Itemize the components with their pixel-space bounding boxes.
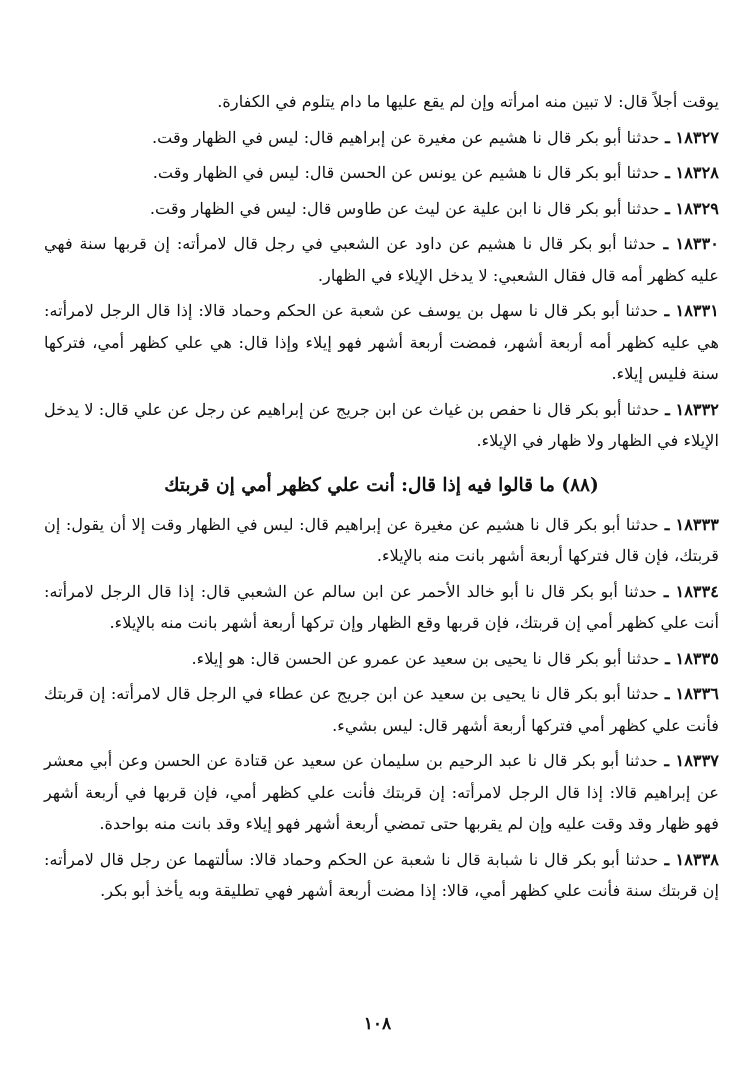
hadith-number: ١٨٣٣٠ — [675, 234, 719, 253]
hadith-number: ١٨٣٣٧ — [675, 751, 719, 770]
hadith-paragraph: ١٨٣٣٦ ـ حدثنا أبو بكر قال نا يحيى بن سعيد عن ابن جريج عن عطاء في الرجل قال لامرأته: إن قربتك فأنت علي كظهر أمي فتركها أربعة أشهر قال: ليس بشيء. — [44, 684, 719, 735]
hadith-paragraph: ١٨٣٣٥ ـ حدثنا أبو بكر قال نا يحيى بن سعيد عن عمرو عن الحسن قال: هو إيلاء. — [191, 648, 719, 668]
hadith-paragraph: ١٨٣٢٧ ـ حدثنا أبو بكر قال نا هشيم عن مغيرة عن إبراهيم قال: ليس في الظهار وقت. — [151, 127, 719, 147]
hadith-number: ١٨٣٣١ — [675, 301, 719, 320]
hadith-number: ١٨٣٣٣ — [675, 514, 719, 534]
hadith-paragraph: ١٨٣٣٧ ـ حدثنا أبو بكر قال نا عبد الرحيم بن سليمان عن سعيد عن قتادة عن الحسن وعن أبي معشر عن إبراهيم قالا: إذا قال الرجل لامرأته: إن قربتك فأنت علي كظهر أمي، فإن قربها في أربعة أشهر فهو ظهار وقد وقت عليه وإن لم يقربها حتى تمضي أربعة أشهر فهو إيلاء وقد بانت منه بواحدة. — [44, 751, 719, 833]
hadith-text: حدثنا أبو بكر قال نا هشيم عن مغيرة عن إبراهيم قال: ليس في الظهار وقت إلا أن يقول: إن قربتك، فإن قال فتركها أربعة أشهر بانت منه بالإيلاء. — [44, 514, 719, 565]
hadith-text: حدثنا أبو بكر قال نا هشيم عن داود عن الشعبي في رجل قال لامرأته: إن قربها سنة فهي عليه كظهر أمه قال فقال الشعبي: لا يدخل الإيلاء في الظهار. — [44, 234, 719, 285]
hadith-text: حدثنا أبو بكر قال نا حفص بن غياث عن ابن جريج عن إبراهيم عن رجل عن علي قال: لا يدخل الإيلاء في الظهار ولا ظهار في الإيلاء. — [44, 399, 719, 450]
hadith-list-1 — [44, 122, 719, 457]
hadith-number: ١٨٣٣٦ — [675, 684, 719, 703]
hadith-text: حدثنا أبو بكر قال نا سهل بن يوسف عن شعبة عن الحكم وحماد قالا: إذا قال الرجل لامرأته: هي عليه كظهر أمه أربعة أشهر، فمضت أربعة أشهر فهو إيلاء وإذا قال: هي علي كظهر أمي، فتركها سنة فليس إيلاء. — [44, 301, 719, 383]
intro-paragraph: يوقت أجلاً قال: لا تبين منه امرأته وإن لم يقع عليها ما دام يتلوم في الكفارة. — [217, 92, 719, 111]
hadith-number: ١٨٣٢٩ — [675, 198, 719, 218]
hadith-text: حدثنا أبو بكر قال نا يحيى بن سعيد عن ابن جريج عن عطاء في الرجل قال لامرأته: إن قربتك فأنت علي كظهر أمي فتركها أربعة أشهر قال: ليس بشيء. — [44, 684, 719, 735]
hadith-number: ١٨٣٣٤ — [675, 581, 719, 601]
hadith-paragraph: ١٨٣٣٢ ـ حدثنا أبو بكر قال نا حفص بن غياث عن ابن جريج عن إبراهيم عن رجل عن علي قال: لا يدخل الإيلاء في الظهار ولا ظهار في الإيلاء. — [44, 399, 719, 450]
hadith-text: حدثنا أبو بكر قال نا ابن علية عن ليث عن طاوس قال: ليس في الظهار وقت. — [149, 198, 660, 218]
hadith-list-2 — [44, 509, 719, 907]
hadith-text: حدثنا أبو بكر قال نا هشيم عن يونس عن الحسن قال: ليس في الظهار وقت. — [152, 163, 660, 182]
hadith-paragraph: ١٨٣٣٣ ـ حدثنا أبو بكر قال نا هشيم عن مغيرة عن إبراهيم قال: ليس في الظهار وقت إلا أن يقول: إن قربتك، فإن قال فتركها أربعة أشهر بانت منه بالإيلاء. — [44, 514, 719, 565]
hadith-number: ١٨٣٣٥ — [675, 648, 719, 668]
hadith-text: حدثنا أبو بكر قال نا عبد الرحيم بن سليمان عن سعيد عن قتادة عن الحسن وعن أبي معشر عن إبراهيم قالا: إذا قال الرجل لامرأته: إن قربتك فأنت علي كظهر أمي، فإن قربها في أربعة أشهر فهو ظهار وقد وقت عليه وإن لم يقربها حتى تمضي أربعة أشهر فهو إيلاء وقد بانت منه بواحدة. — [44, 751, 719, 833]
hadith-paragraph: ١٨٣٣٨ ـ حدثنا أبو بكر قال نا شبابة قال نا شعبة عن الحكم وحماد قالا: سألتهما عن رجل قال لامرأته: إن قربتك سنة فأنت علي كظهر أمي، قالا: إذا مضت أربعة أشهر فهي تطليقة وبه يأخذ أبو بكر. — [44, 849, 719, 900]
hadith-paragraph: ١٨٣٣٤ ـ حدثنا أبو بكر قال نا أبو خالد الأحمر عن ابن سالم عن الشعبي قال: إذا قال الرجل لامرأته: أنت علي كظهر أمي إن قربتك، فإن قربها وقع الظهار وإن تركها أربعة أشهر بانت منه بالإيلاء. — [44, 581, 719, 632]
hadith-text: حدثنا أبو بكر قال نا أبو خالد الأحمر عن ابن سالم عن الشعبي قال: إذا قال الرجل لامرأته: أنت علي كظهر أمي إن قربتك، فإن قربها وقع الظهار وإن تركها أربعة أشهر بانت منه بالإيلاء. — [44, 581, 719, 632]
hadith-number: ١٨٣٣٨ — [675, 849, 719, 869]
hadith-text: حدثنا أبو بكر قال نا هشيم عن مغيرة عن إبراهيم قال: ليس في الظهار وقت. — [151, 127, 660, 147]
hadith-text: حدثنا أبو بكر قال نا شبابة قال نا شعبة عن الحكم وحماد قالا: سألتهما عن رجل قال لامرأته: إن قربتك سنة فأنت علي كظهر أمي، قالا: إذا مضت أربعة أشهر فهي تطليقة وبه يأخذ أبو بكر. — [44, 849, 719, 900]
chapter-heading: (٨٨) ما قالوا فيه إذا قال: أنت علي كظهر أمي إن قربتك — [164, 474, 599, 496]
hadith-paragraph: ١٨٣٢٨ ـ حدثنا أبو بكر قال نا هشيم عن يونس عن الحسن قال: ليس في الظهار وقت. — [152, 163, 719, 182]
hadith-number: ١٨٣٣٢ — [675, 399, 719, 419]
hadith-paragraph: ١٨٣٣١ ـ حدثنا أبو بكر قال نا سهل بن يوسف عن شعبة عن الحكم وحماد قالا: إذا قال الرجل لامرأته: هي عليه كظهر أمه أربعة أشهر، فمضت أربعة أشهر فهو إيلاء وإذا قال: هي علي كظهر أمي، فتركها سنة فليس إيلاء. — [44, 301, 719, 383]
hadith-number: ١٨٣٢٧ — [675, 127, 719, 147]
page-number: ١٠٨ — [363, 1014, 392, 1034]
hadith-paragraph: ١٨٣٢٩ ـ حدثنا أبو بكر قال نا ابن علية عن ليث عن طاوس قال: ليس في الظهار وقت. — [149, 198, 719, 218]
hadith-paragraph: ١٨٣٣٠ ـ حدثنا أبو بكر قال نا هشيم عن داود عن الشعبي في رجل قال لامرأته: إن قربها سنة فهي عليه كظهر أمه قال فقال الشعبي: لا يدخل الإيلاء في الظهار. — [44, 234, 719, 285]
hadith-text: حدثنا أبو بكر قال نا يحيى بن سعيد عن عمرو عن الحسن قال: هو إيلاء. — [191, 648, 660, 668]
hadith-number: ١٨٣٢٨ — [675, 163, 719, 182]
